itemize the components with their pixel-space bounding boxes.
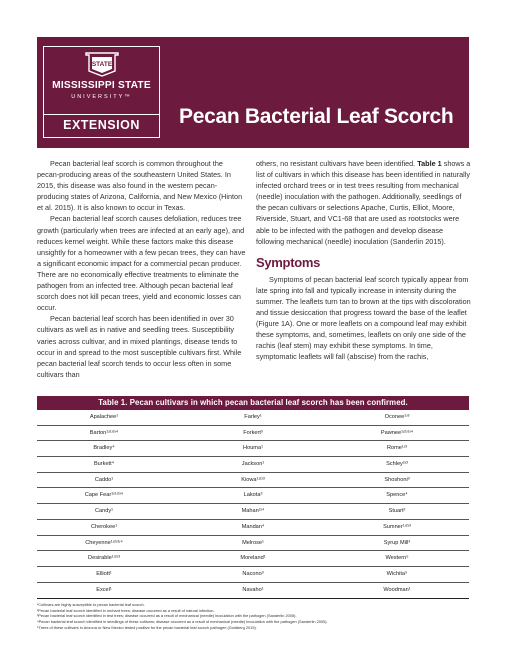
- seal-text: STATE: [91, 61, 113, 68]
- continued-text-pre: others, no resistant cultivars have been identified.: [256, 159, 416, 168]
- cultivar-table: [37, 396, 469, 630]
- table-cell: Bradley⁴: [37, 441, 181, 457]
- footnote: ⁵Trees of these cultivars in Arizona or New Mexico tested positive for the pecan bacterial leaf scorch pathogen (Goldberg 2015).: [37, 624, 257, 630]
- table-cell: Stuart²: [325, 504, 469, 520]
- header-banner: [37, 37, 469, 148]
- intro-paragraph-2: Pecan bacterial leaf scorch causes defoliation, reduces tree growth (particularly when trees are infected at an early age), and reduces kernel weight. While these factors make this disease unsightly for a homeowner with a few pecan trees, they can have a significant economic impact for a commercial pecan producer. There are no economically effective treatments to eliminate the pathogen from an infected tree. Although pecan bacterial leaf scorch does not kill pecan trees, yield and economic losses can occur.: [37, 214, 246, 313]
- table-footnotes: [37, 602, 469, 630]
- table-cell: Syrup Mill³: [325, 536, 469, 552]
- table-cell: Cape Fear¹ʴ²ʴ³ʴ⁴: [37, 488, 181, 504]
- table-cell: Forkert³: [181, 426, 325, 442]
- footnote: ⁴Pecan bacterial leaf scorch identified in seedlings of these cultivars; disease occurred as a result of mechanical (needle) inoculation with the pathogen (Sanderlin 2005).: [37, 619, 328, 625]
- table-cell: Western⁵: [325, 551, 469, 567]
- symptoms-paragraph: Symptoms of pecan bacterial leaf scorch typically appear from late spring into fall and typically increase in intensity during the summer. The leaflets turn tan to brown at the tips with discoloration and tissue desiccation that progress toward the base of the leaflet (Figure 1A). One or more leaflets on a compound leaf may exhibit these symptoms, and, sometimes, leaflets on only one side of the rachis (leaf stem) may exhibit these symptoms. In time, symptomatic leaflets will fall (abscise) from the rachis,: [256, 274, 471, 362]
- table-cell: Oconee¹ʴ³: [325, 410, 469, 426]
- table-cell: Wichita⁵: [325, 567, 469, 583]
- table-cell: Desirable¹ʴ²ʴ³: [37, 551, 181, 567]
- table-cell: Candy¹: [37, 504, 181, 520]
- table-cell: Shoshoni³: [325, 473, 469, 489]
- footnote: ¹Cultivars are highly susceptible to pecan bacterial leaf scorch.: [37, 602, 145, 608]
- intro-paragraph-3: Pecan bacterial leaf scorch has been identified in over 30 cultivars as well as in native and seedling trees. Susceptibility varies across cultivar, and in mixed plantings, disease tends to occur in and spread to the most susceptible cultivars first. While pecan bacterial leaf scorch tends to occur less often in some cultivars than: [37, 314, 242, 379]
- table-cell: Pawnee¹ʴ²ʴ³ʴ⁴: [325, 426, 469, 442]
- table-cell: Spence⁴: [325, 488, 469, 504]
- table-cell: Burkett⁴: [37, 457, 181, 473]
- intro-paragraph-1: Pecan bacterial leaf scorch is common throughout the pecan-producing areas of the southeastern United States. In 2015, this disease was also found in the western pecan-producing states of Arizona, California, and New Mexico (Hinton et al. 2015). It is also known to occur in Texas.: [37, 159, 243, 213]
- table-column-3: [325, 410, 469, 598]
- table-column-2: [181, 410, 325, 598]
- table-cell: Farley¹: [181, 410, 325, 426]
- table-cell: Houma¹: [181, 441, 325, 457]
- table-cell: Mahan²ʴ⁴: [181, 504, 325, 520]
- right-column: [256, 158, 471, 363]
- table-cell: Nacono³: [181, 567, 325, 583]
- footnote: ³Pecan bacterial leaf scorch identified in test trees; disease occurred as a result of mechanical (needle) inoculation with the pathogen (Sanderlin 2005).: [37, 613, 297, 619]
- continued-text-post: shows a list of cultivars in which this disease has been identified in naturally infected orchard trees or in test trees resulting from mechanical (needle) inoculation with the pathogen. Additionally, seedlings of the pecan cultivars or selections Apache, Curtis, Elliot, Moore, Riverside, Stuart, and VC1-68 that are used as rootstocks were able to be infected with the pathogen and develop disease following mechanical (needle) inoculation (Sanderlin 2015).: [256, 159, 471, 246]
- table-body: [37, 410, 469, 599]
- table-reference: Table 1: [417, 159, 442, 168]
- logo-state-line: MISSISSIPPI STATE: [52, 80, 151, 91]
- table-cell: Lakota³: [181, 488, 325, 504]
- table-cell: Barton¹ʴ²ʴ³ʴ⁴: [37, 426, 181, 442]
- table-cell: Excel¹: [96, 586, 112, 593]
- table-column-1: [37, 410, 181, 598]
- table-cell: Woodman¹: [383, 586, 411, 593]
- table-cell: Elliott¹: [37, 567, 181, 583]
- table-cell: Navaho¹: [242, 586, 264, 593]
- table-cell: Mandan⁴: [181, 520, 325, 536]
- table-cell: Rome¹ʴ³: [325, 441, 469, 457]
- table-cell: Kiowa¹ʴ²ʴ³: [181, 473, 325, 489]
- table-cell: Melrose¹: [181, 536, 325, 552]
- page-title: Pecan Bacterial Leaf Scorch: [179, 105, 454, 128]
- state-seal-icon: [82, 51, 122, 77]
- logo-university-line: UNIVERSITY™: [71, 94, 132, 100]
- table-cell: Cherokee¹: [37, 520, 181, 536]
- symptoms-heading: Symptoms: [256, 254, 321, 270]
- table-cell: Moreland¹: [181, 551, 325, 567]
- left-column: [37, 158, 247, 380]
- msu-extension-logo: [43, 46, 160, 138]
- table-cell: Caddo¹: [37, 473, 181, 489]
- table-cell: Apalachee¹: [37, 410, 181, 426]
- table-cell: Cheyenne¹ʴ²ʴ³ʴ⁴: [37, 536, 181, 552]
- table-cell: Sumner¹ʴ²ʴ³: [325, 520, 469, 536]
- table-cell: Schley²ʴ³: [325, 457, 469, 473]
- logo-extension: EXTENSION: [44, 114, 159, 137]
- continued-paragraph: [256, 158, 471, 247]
- table-cell: Jackson¹: [181, 457, 325, 473]
- table-title: Table 1. Pecan cultivars in which pecan bacterial leaf scorch has been confirmed.: [37, 396, 469, 410]
- footnote: ²Pecan bacterial leaf scorch identified in orchard trees; disease occurred as a result of natural infection.: [37, 607, 215, 613]
